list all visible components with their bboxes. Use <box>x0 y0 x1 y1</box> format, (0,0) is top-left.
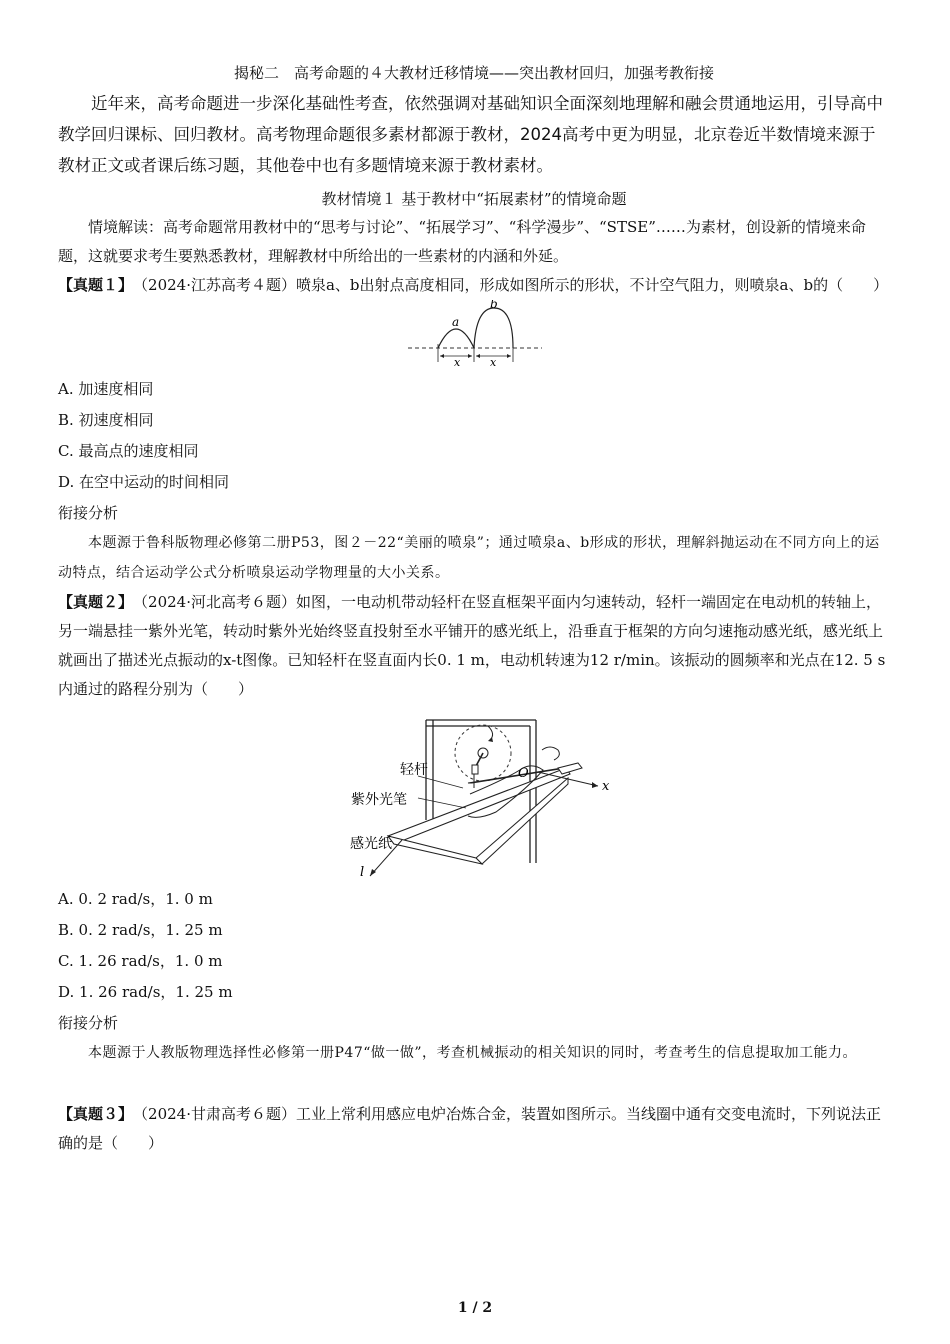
question-1-options <box>58 374 890 498</box>
analysis-1: 本题源于鲁科版物理必修第二册P53，图２－22“美丽的喷泉”；通过喷泉a、b形成的形状，理解斜抛运动在不同方向上的运动特点，结合运动学公式分析喷泉运动学物理量的大小关系。 <box>58 535 880 581</box>
page-title <box>58 62 890 84</box>
label-x2: x <box>490 356 497 366</box>
option-c[interactable]: C. 最高点的速度相同 <box>58 442 199 460</box>
title-main: 揭秘二 高考命题的４大教材迁移情境—— <box>233 64 519 82</box>
situation-paragraph: 情境解读：高考命题常用教材中的“思考与讨论”、“拓展学习”、“科学漫步”、“STSE”……为素材，创设新的情境来命题，这就要求考生要熟悉教材，理解教材中所给出的一些素材的内涵和外延。 <box>58 218 866 265</box>
analysis-heading-1: 衔接分析 <box>58 504 119 522</box>
option-c[interactable]: C. 1. 26 rad/s，1. 0 m <box>58 952 223 970</box>
question-2-options <box>58 884 890 1008</box>
question-1-tag: 【真题１】 <box>58 276 126 294</box>
intro-paragraph: 近年来，高考命题进一步深化基础性考查，依然强调对基础知识全面深刻地理解和融会贯通地运用，引导高中教学回归课标、回归教材。高考物理命题很多素材都源于教材，2024高考中更为明显，北京卷近半数情境来源于教材正文或者课后练习题，其他卷中也有多题情境来源于教材素材。 <box>58 94 883 175</box>
option-b[interactable]: B. 初速度相同 <box>58 411 154 429</box>
label-x1: x <box>454 356 461 366</box>
fountain-diagram <box>58 300 890 366</box>
analysis-2: 本题源于人教版物理选择性必修第一册P47“做一做”，考查机械振动的相关知识的同时，考查考生的信息提取加工能力。 <box>88 1045 858 1061</box>
label-pen: 紫外光笔 <box>351 792 407 808</box>
question-3-text: （2024·甘肃高考６题）工业上常利用感应电炉冶炼合金，装置如图所示。当线圈中通有交变电流时，下列说法正确的是（ ） <box>58 1105 881 1152</box>
label-l-axis: l <box>360 865 365 880</box>
question-1-text: （2024·江苏高考４题）喷泉a、b出射点高度相同，形成如图所示的形状，不计空气阻力，则喷泉a、b的（ ） <box>140 276 889 294</box>
question-3-tag: 【真题３】 <box>58 1105 126 1123</box>
question-3 <box>58 1100 890 1158</box>
option-b[interactable]: B. 0. 2 rad/s，1. 25 m <box>58 921 223 939</box>
label-x-axis: x <box>602 779 610 794</box>
label-paper: 感光纸 <box>350 836 392 852</box>
option-a[interactable]: A. 加速度相同 <box>58 380 154 398</box>
section-heading: 教材情境１ 基于教材中“拓展素材”的情境命题 <box>321 190 627 208</box>
label-rod: 轻杆 <box>400 762 428 778</box>
option-d[interactable]: D. 在空中运动的时间相同 <box>58 473 230 491</box>
fountain-figure <box>58 300 890 366</box>
analysis-heading-2: 衔接分析 <box>58 1014 119 1032</box>
option-d[interactable]: D. 1. 26 rad/s，1. 25 m <box>58 983 233 1001</box>
question-2-text: （2024·河北高考６题）如图，一电动机带动轻杆在竖直框架平面内匀速转动，轻杆一端固定在电动机的转轴上，另一端悬挂一紫外光笔，转动时紫外光始终竖直投射至水平铺开的感光纸上，沿垂直于框架的方向匀速拖动感光纸，感光纸上就画出了描述光点振动的x-t图像。已知轻杆在竖直面内长0. 1 m，电动机转速为12 r/min。该振动的圆频率和光点在12. 5 s内通过的路程分别为（ ） <box>58 593 886 698</box>
label-a: a <box>452 315 460 329</box>
label-o: O <box>518 766 529 781</box>
title-sub: 突出教材回归，加强考教衔接 <box>519 64 715 82</box>
label-b: b <box>490 300 498 311</box>
page-content <box>58 62 890 1158</box>
question-2-tag: 【真题２】 <box>58 593 126 611</box>
question-2 <box>58 588 890 704</box>
page-number: 1 / 2 <box>457 1300 493 1316</box>
option-a[interactable]: A. 0. 2 rad/s，1. 0 m <box>58 890 213 908</box>
uv-pen-figure <box>58 708 890 882</box>
uv-pen-diagram <box>58 708 890 882</box>
question-1 <box>58 271 890 300</box>
